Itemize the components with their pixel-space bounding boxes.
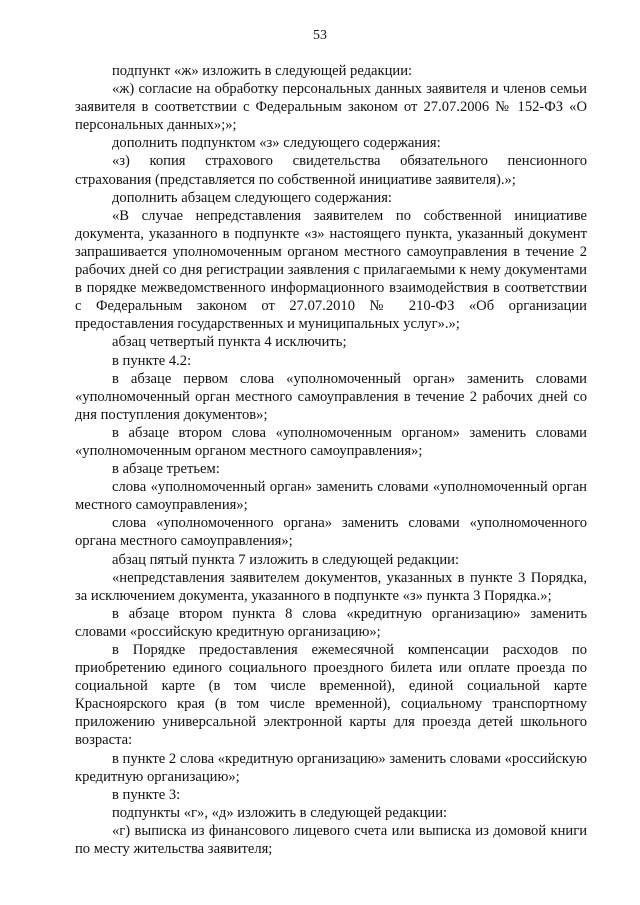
document-body [75, 62, 587, 858]
paragraph: в абзаце первом слова «уполномоченный орган» заменить словами «уполномоченный орган местного самоуправления в течение 2 рабочих дней со дня поступления документов»; [75, 370, 587, 423]
paragraph: абзац четвертый пункта 4 исключить; [112, 334, 347, 351]
paragraph: в абзаце втором слова «уполномоченным органом» заменить словами «уполномоченным органом местного самоуправления»; [75, 424, 587, 459]
paragraph: в пункте 4.2: [112, 352, 192, 369]
paragraph: в абзаце втором пункта 8 слова «кредитную организацию» заменить словами «российскую кредитную организацию»; [75, 605, 587, 640]
paragraph: в Порядке предоставления ежемесячной компенсации расходов по приобретению единого социального проездного билета или оплате проезда по социальной карте (в том числе временной), единой социальной карте Красноярского края (в том числе временной), социальному транспортному приложению универсальной электронной карты для проезда детей школьного возраста: [75, 642, 587, 749]
paragraph: «непредставления заявителем документов, указанных в пункте 3 Порядка, за исключением документа, указанного в подпункте «з» пункта 3 Порядка.»; [75, 569, 587, 604]
paragraph: подпункты «г», «д» изложить в следующей редакции: [112, 804, 448, 821]
paragraph: «г) выписка из финансового лицевого счета или выписка из домовой книги по месту жительства заявителя; [75, 822, 587, 858]
paragraph: в пункте 3: [112, 786, 181, 803]
paragraph: слова «уполномоченного органа» заменить словами «уполномоченного органа местного самоуправления»; [75, 515, 587, 550]
paragraph: слова «уполномоченный орган» заменить словами «уполномоченный орган местного самоуправления»; [75, 479, 587, 514]
paragraph: «В случае непредставления заявителем по собственной инициативе документа, указанного в подпункте «з» настоящего пункта, указанный документ запрашивается уполномоченным органом местного самоуправления в течение 2 рабочих дней со дня регистрации заявления с прилагаемыми к нему документами в порядке межведомственного информационного взаимодействия в соответствии с Федеральным законом от 27.07.2010 № 210-ФЗ «Об организации предоставления государственных и муниципальных услуг».»; [75, 207, 587, 333]
paragraph: подпункт «ж» изложить в следующей редакции: [112, 63, 413, 79]
paragraph: дополнить подпунктом «з» следующего содержания: [112, 135, 441, 152]
paragraph: в пункте 2 слова «кредитную организацию» заменить словами «российскую кредитную организацию»; [75, 750, 587, 785]
paragraph: абзац пятый пункта 7 изложить в следующей редакции: [112, 551, 460, 568]
paragraph: в абзаце третьем: [112, 461, 220, 478]
paragraph: «з) копия страхового свидетельства обязательного пенсионного страхования (представляется по собственной инициативе заявителя).»; [75, 153, 587, 188]
paragraph: «ж) согласие на обработку персональных данных заявителя и членов семьи заявителя в соответствии с Федеральным законом от 27.07.2006 № 152-ФЗ «О персональных данных»;»; [75, 81, 587, 134]
page-number: 53 [313, 28, 327, 43]
paragraph: дополнить абзацем следующего содержания: [112, 189, 392, 206]
